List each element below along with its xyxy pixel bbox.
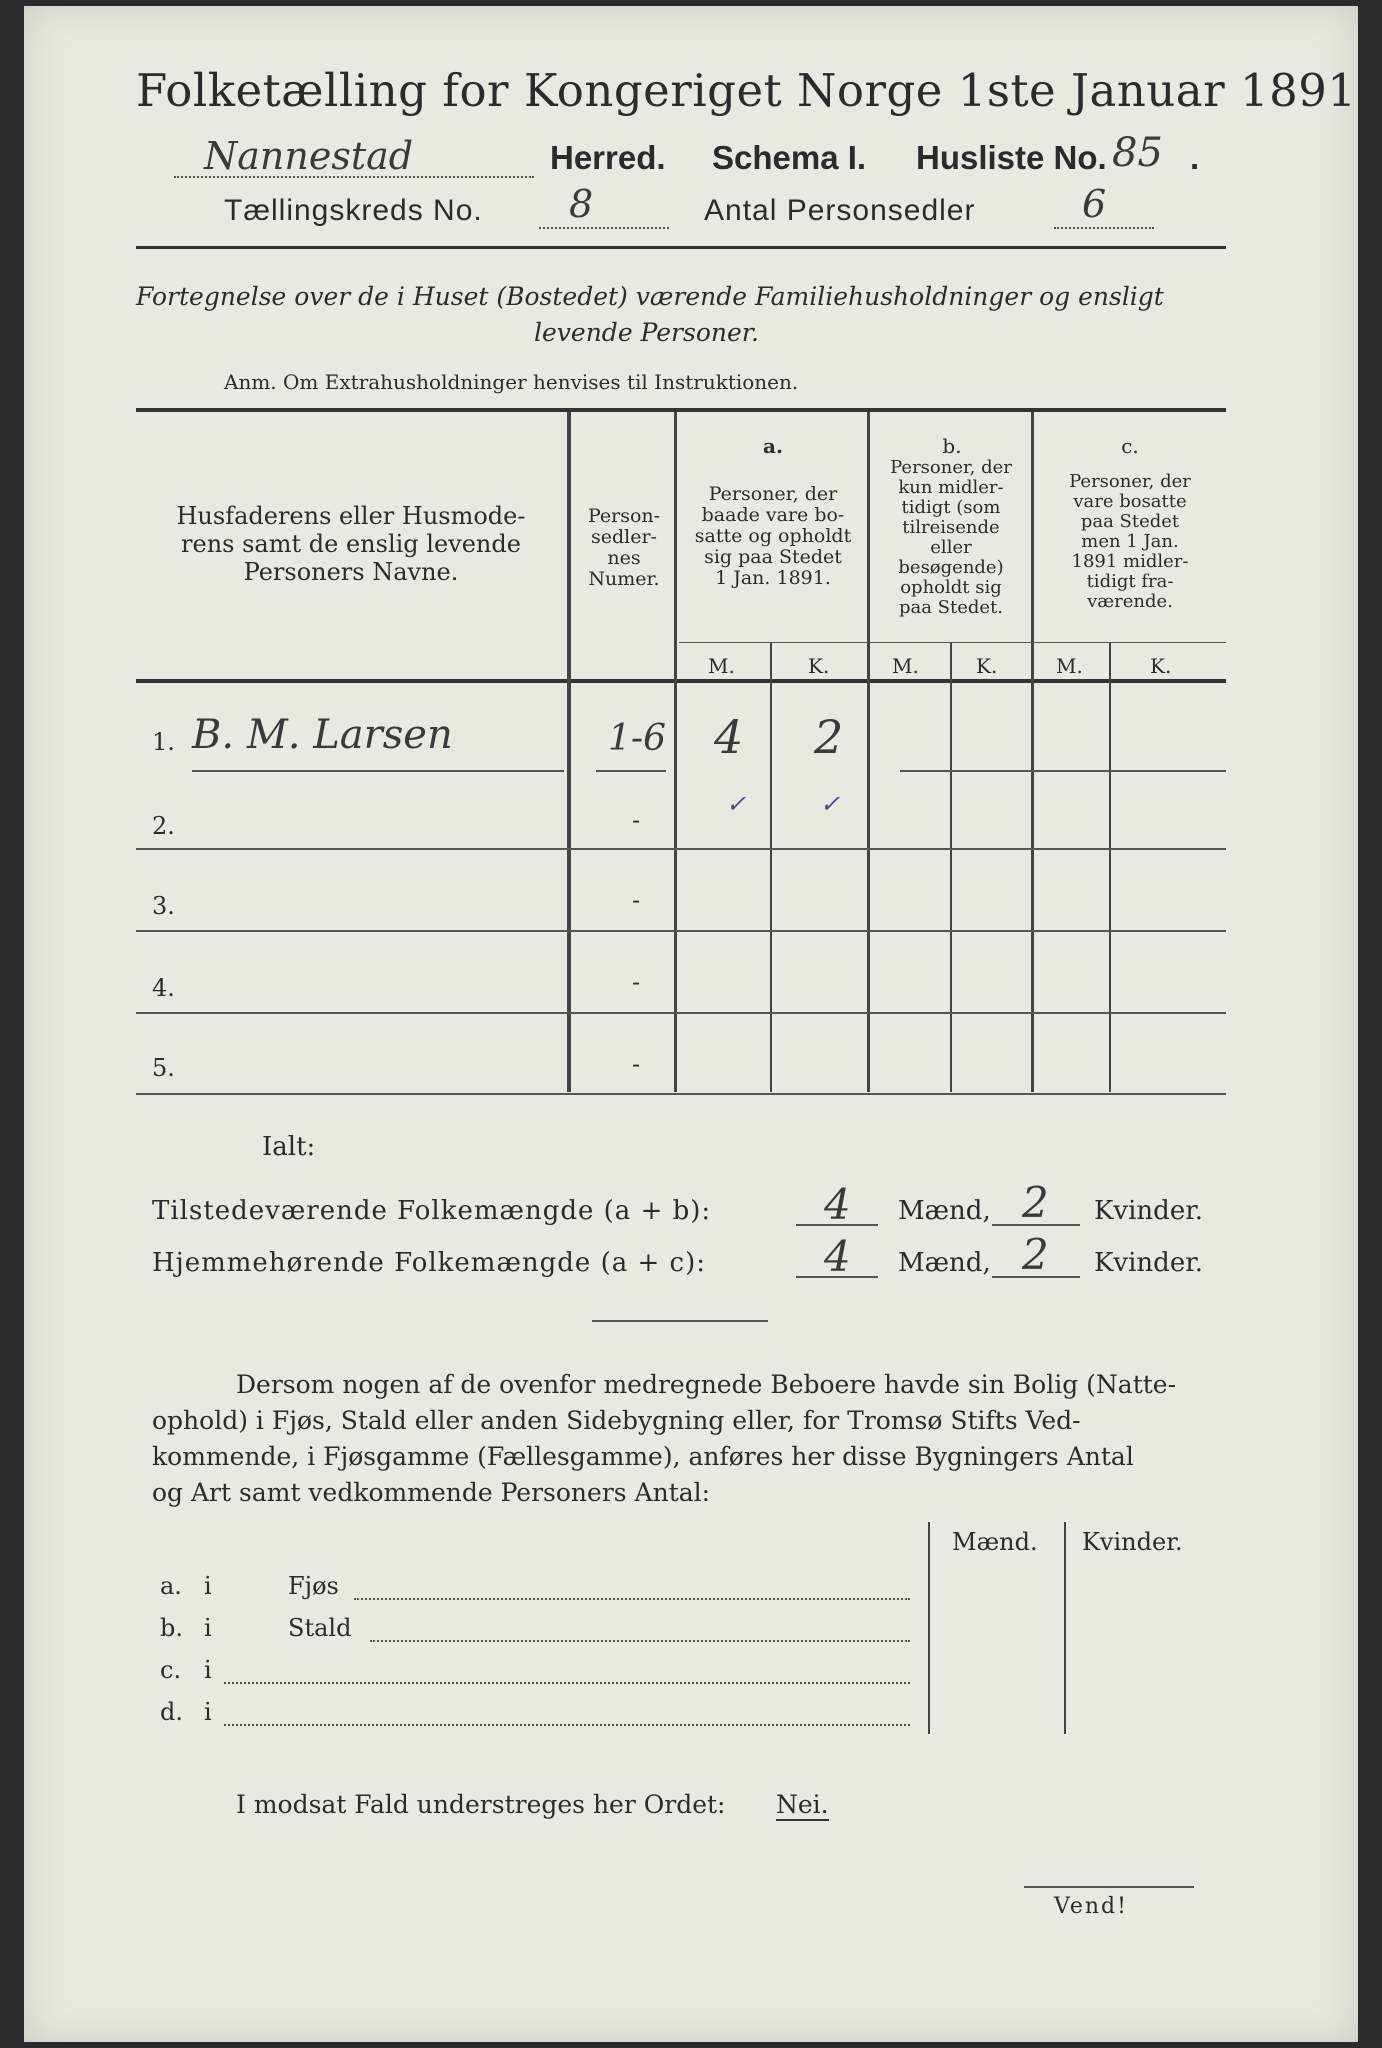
col-divider-numer bbox=[674, 412, 677, 1092]
header-b-line-6: besøgende) bbox=[898, 557, 1004, 578]
col-divider-c-mk bbox=[1109, 642, 1111, 1092]
header-c-line-1: Personer, der bbox=[1069, 471, 1191, 492]
item-a-letter: a. bbox=[160, 1572, 182, 1600]
hjemme-kvinder: Kvinder. bbox=[1094, 1248, 1204, 1278]
anm-note: Anm. Om Extrahusholdninger henvises til Instruktionen. bbox=[224, 370, 799, 394]
husliste-period: . bbox=[1190, 139, 1200, 176]
row-1-check-m: ✓ bbox=[726, 790, 747, 818]
header-a-col bbox=[679, 484, 867, 589]
header-numer-line-1: Person- bbox=[587, 505, 661, 527]
item-b-i: i bbox=[204, 1614, 212, 1642]
kreds-number: 8 bbox=[569, 182, 594, 226]
row-2-rule bbox=[136, 848, 1226, 850]
header-b-line-1: Personer, der bbox=[890, 457, 1012, 478]
row-1-check-k: ✓ bbox=[820, 790, 841, 818]
hjemme-maend: Mænd, bbox=[898, 1248, 991, 1278]
header-c-line-6: tidigt fra- bbox=[1086, 571, 1174, 592]
table-bottom-rule bbox=[136, 1093, 1226, 1095]
header-name-line-2: rens samt de enslig levende bbox=[181, 530, 521, 558]
row-1-a-m: 4 bbox=[714, 710, 744, 764]
schema-label: Schema I. bbox=[712, 139, 867, 176]
tilstede-kvinder: Kvinder. bbox=[1094, 1196, 1204, 1226]
row-3-num: 3. bbox=[152, 892, 175, 920]
header-rule bbox=[136, 246, 1226, 249]
header-b-line-8: paa Stedet. bbox=[898, 597, 1004, 618]
header-numer-line-2: sedler- bbox=[591, 526, 657, 548]
form-title: Folketælling for Kongeriget Norge 1ste Januar 1891. bbox=[136, 64, 1372, 117]
vend-text: Vend! bbox=[1054, 1894, 1128, 1919]
header-a-line-1: Personer, der bbox=[708, 483, 838, 505]
header-name-line-1: Husfaderens eller Husmode- bbox=[176, 502, 526, 530]
item-c-dots bbox=[224, 1680, 910, 1684]
row-1-name-rule bbox=[192, 770, 564, 772]
bottom-col-divider-1 bbox=[928, 1522, 930, 1734]
tilstede-maend: Mænd, bbox=[898, 1196, 991, 1226]
kreds-line bbox=[539, 201, 669, 229]
item-b-dots bbox=[370, 1638, 910, 1642]
col-divider-a-mk bbox=[770, 642, 772, 1092]
row-5-numer: - bbox=[632, 1050, 641, 1078]
row-2-num: 2. bbox=[152, 812, 175, 840]
header-c-line-2: vare bosatte bbox=[1073, 491, 1187, 512]
header-c-line-5: 1891 midler- bbox=[1071, 551, 1189, 572]
row-1-num: 1. bbox=[152, 728, 175, 756]
row-4-num: 4. bbox=[152, 974, 175, 1002]
para-line-3: kommende, i Fjøsgamme (Fællesgamme), anføres her disse Bygningers Antal bbox=[152, 1442, 1134, 1471]
table-top-rule bbox=[136, 408, 1226, 412]
tilstede-k-value: 2 bbox=[1022, 1178, 1049, 1227]
para-line-1: Dersom nogen af de ovenfor medregnede Beboere havde sin Bolig (Natte- bbox=[236, 1370, 1177, 1399]
row-3-rule bbox=[136, 930, 1226, 932]
row-5-num: 5. bbox=[152, 1054, 175, 1082]
header-a-line-2: baade vare bo- bbox=[701, 504, 845, 526]
header-a-line-5: 1 Jan. 1891. bbox=[715, 567, 831, 589]
mk-top-rule bbox=[679, 642, 1226, 643]
item-d-letter: d. bbox=[160, 1698, 183, 1726]
item-d-i: i bbox=[204, 1698, 212, 1726]
husliste-label: Husliste No. bbox=[916, 139, 1107, 176]
header-c-line-4: men 1 Jan. bbox=[1081, 531, 1179, 552]
row-2-numer: - bbox=[632, 806, 641, 834]
c-k-label: K. bbox=[1150, 654, 1172, 678]
item-b-letter: b. bbox=[160, 1614, 183, 1642]
header-b-line-3: tidigt (som bbox=[901, 497, 1001, 518]
header-b-line-2: kun midler- bbox=[898, 477, 1004, 498]
item-c-i: i bbox=[204, 1656, 212, 1684]
row-3-numer: - bbox=[632, 886, 641, 914]
c-m-label: M. bbox=[1056, 654, 1083, 678]
bottom-maend-header: Mænd. bbox=[952, 1528, 1038, 1556]
header-c-col bbox=[1034, 472, 1226, 612]
bottom-kvinder-header: Kvinder. bbox=[1082, 1528, 1183, 1556]
header-b-col bbox=[870, 458, 1032, 618]
header-b-line-5: eller bbox=[930, 537, 972, 558]
item-b-label: Stald bbox=[288, 1614, 352, 1642]
row-1-bc-rule bbox=[900, 770, 1226, 772]
tilstede-label: Tilstedeværende Folkemængde (a + b): bbox=[152, 1196, 712, 1226]
hjemme-k-value: 2 bbox=[1022, 1230, 1049, 1279]
item-c-letter: c. bbox=[160, 1656, 182, 1684]
header-c-line-3: paa Stedet bbox=[1080, 511, 1180, 532]
header-b-letter: b. bbox=[942, 434, 962, 458]
header-a-letter: a. bbox=[763, 434, 783, 458]
modsat-text: I modsat Fald understreges her Ordet: bbox=[236, 1790, 726, 1819]
intro-line-2: levende Personer. bbox=[534, 318, 759, 347]
personsedler-label: Antal Personsedler bbox=[704, 194, 976, 227]
header-name-line-3: Personers Navne. bbox=[243, 558, 459, 586]
item-a-label: Fjøs bbox=[288, 1572, 339, 1600]
a-m-label: M. bbox=[708, 654, 735, 678]
item-a-i: i bbox=[204, 1572, 212, 1600]
separator-short bbox=[592, 1320, 768, 1322]
header-numer-line-3: nes bbox=[607, 547, 641, 569]
item-a-dots bbox=[354, 1596, 910, 1600]
herred-name: Nannestad bbox=[204, 134, 414, 178]
b-k-label: K. bbox=[976, 654, 998, 678]
table-header-rule bbox=[136, 679, 1226, 683]
header-b-line-7: opholdt sig bbox=[900, 577, 1002, 598]
b-m-label: M. bbox=[892, 654, 919, 678]
a-k-label: K. bbox=[808, 654, 830, 678]
nei-word: Nei. bbox=[776, 1790, 829, 1819]
row-1-name: B. M. Larsen bbox=[192, 712, 453, 758]
header-a-line-4: sig paa Stedet bbox=[704, 546, 842, 568]
hjemme-label: Hjemmehørende Folkemængde (a + c): bbox=[152, 1248, 706, 1278]
row-1-numer: 1-6 bbox=[608, 718, 666, 759]
census-form-page bbox=[24, 6, 1372, 2042]
row-4-numer: - bbox=[632, 968, 641, 996]
row-1-numer-rule bbox=[596, 770, 666, 772]
col-divider-name bbox=[567, 412, 571, 1092]
herred-label: Herred. bbox=[550, 139, 666, 176]
header-name-col bbox=[136, 502, 566, 586]
para-line-2: ophold) i Fjøs, Stald eller anden Sidebygning eller, for Tromsø Stifts Ved- bbox=[152, 1406, 1081, 1435]
header-numer-line-4: Numer. bbox=[588, 568, 660, 590]
row-4-rule bbox=[136, 1012, 1226, 1014]
ialt-label: Ialt: bbox=[262, 1132, 316, 1162]
bottom-col-divider-2 bbox=[1064, 1522, 1066, 1734]
hjemme-m-value: 4 bbox=[824, 1232, 851, 1281]
vend-rule bbox=[1024, 1886, 1194, 1888]
personsedler-number: 6 bbox=[1082, 182, 1107, 226]
header-c-letter: c. bbox=[1121, 434, 1139, 458]
row-1-a-k: 2 bbox=[814, 710, 844, 764]
header-b-line-4: tilreisende bbox=[902, 517, 1000, 538]
tilstede-m-value: 4 bbox=[824, 1180, 851, 1229]
para-line-4: og Art samt vedkommende Personers Antal: bbox=[152, 1478, 711, 1507]
husliste-number: 85 bbox=[1112, 130, 1163, 176]
intro-line-1: Fortegnelse over de i Huset (Bostedet) værende Familiehusholdninger og ensligt bbox=[136, 282, 1164, 311]
kreds-label: Tællingskreds No. bbox=[224, 194, 483, 227]
header-numer-col bbox=[574, 506, 674, 590]
header-c-line-7: værende. bbox=[1087, 591, 1173, 612]
col-divider-b-mk bbox=[950, 642, 952, 1092]
item-d-dots bbox=[224, 1722, 910, 1726]
header-a-line-3: satte og opholdt bbox=[694, 525, 852, 547]
